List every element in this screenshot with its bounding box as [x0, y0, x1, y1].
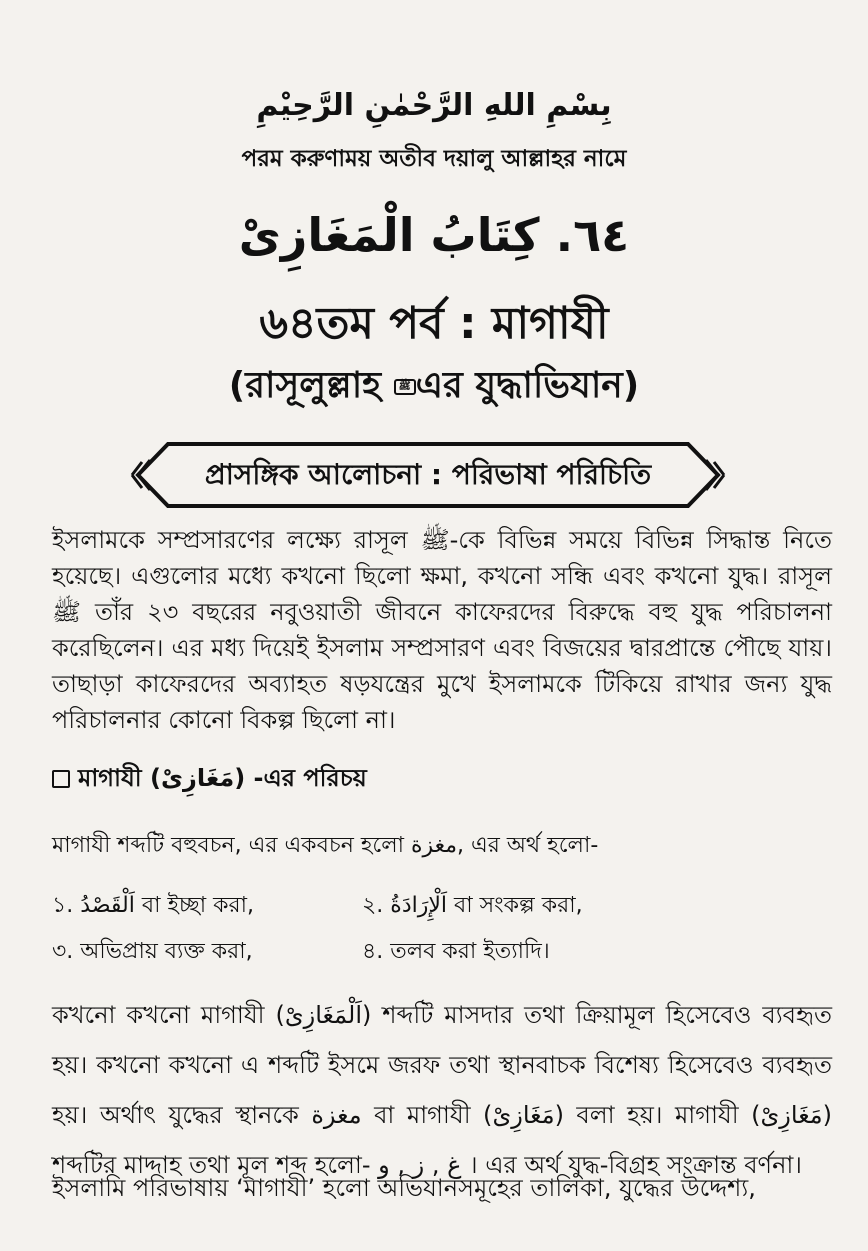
section-heading-text: মাগাযী (مَغَازِىْ) -এর পরিচয়: [78, 764, 367, 792]
square-bullet-icon: [52, 770, 70, 788]
bismillah-arabic: بِسْمِ اللهِ الرَّحْمٰنِ الرَّحِيْمِ: [256, 88, 612, 123]
banner-title: প্রাসঙ্গিক আলোচনা : পরিভাষা পরিচিতি: [204, 458, 652, 491]
plural-definition-line: মাগাযী শব্দটি বহুবচন, এর একবচন হলো مغزة, এর অর্থ হলো-: [52, 833, 599, 858]
section-heading: [52, 760, 367, 800]
salutation-icon: ﷺ: [394, 379, 416, 395]
part-title: ৬৪তম পর্ব : মাগাযী: [259, 298, 609, 349]
part-subtitle-suffix: এর যুদ্ধাভিযান): [415, 365, 640, 406]
part-subtitle: [0, 358, 868, 418]
section-banner: [128, 440, 728, 510]
meaning-item-2: ২. اَلْإِرَادَةُ বা সংকল্প করা,: [362, 893, 583, 918]
intro-paragraph: ইসলামকে সম্প্রসারণের লক্ষ্যে রাসূল ﷺ-কে বিভিন্ন সময়ে বিভিন্ন সিদ্ধান্ত নিতে হয়েছে। এগুলোর মধ্যে কখনো ছিলো ক্ষমা, কখনো সন্ধি এবং কখনো যুদ্ধ। রাসূল ﷺ তাঁর ২৩ বছরের নবুওয়াতী জীবনে কাফেরদের বিরুদ্ধে বহু যুদ্ধ পরিচালনা করেছিলেন। এর মধ্য দিয়েই ইসলাম সম্প্রসারণ এবং বিজয়ের দ্বারপ্রান্তে পৌছে যায়। তাছাড়া কাফেরদের অব্যাহত ষড়যন্ত্রের মুখে ইসলামকে টিকিয়ে রাখার জন্য যুদ্ধ পরিচালনার কোনো বিকল্প ছিলো না।: [52, 526, 833, 734]
part-subtitle-prefix: (রাসূলুল্লাহ: [228, 365, 394, 406]
usage-paragraph: কখনো কখনো মাগাযী (اَلْمَغَازِىْ) শব্দটি মাসদার তথা ক্রিয়ামূল হিসেবেও ব্যবহৃত হয়। কখনো কখনো এ শব্দটি ইসমে জরফ তথা স্থানবাচক বিশেষ্য হিসেবেও ব্যবহৃত হয়। অর্থাৎ যুদ্ধের স্থানকে مغزة বা মাগাযী (مَغَازِىْ) বলা হয়। মাগাযী (مَغَازِىْ) শব্দটির মাদ্দাহ তথা মূল শব্দ হলো- غ , ز , و । এর অর্থ যুদ্ধ-বিগ্রহ সংক্রান্ত বর্ণনা।: [52, 1001, 832, 1179]
bismillah-bengali: পরম করুণাময় অতীব দয়ালু আল্লাহর নামে: [241, 146, 627, 172]
meaning-item-4: ৪. তলব করা ইত্যাদি।: [362, 939, 550, 964]
meaning-item-1: ১. اَلْقَصْدُ বা ইচ্ছা করা,: [52, 893, 254, 918]
meaning-item-3: ৩. অভিপ্রায় ব্যক্ত করা,: [52, 939, 253, 964]
terminology-line: ইসলামি পরিভাষায় ‘মাগাযী’ হলো অভিযানসমূহের তালিকা, যুদ্ধের উদ্দেশ্য,: [52, 1174, 756, 1202]
chapter-title-arabic: ٦٤. كِتَابُ الْمَغَازِىْ: [238, 208, 630, 262]
